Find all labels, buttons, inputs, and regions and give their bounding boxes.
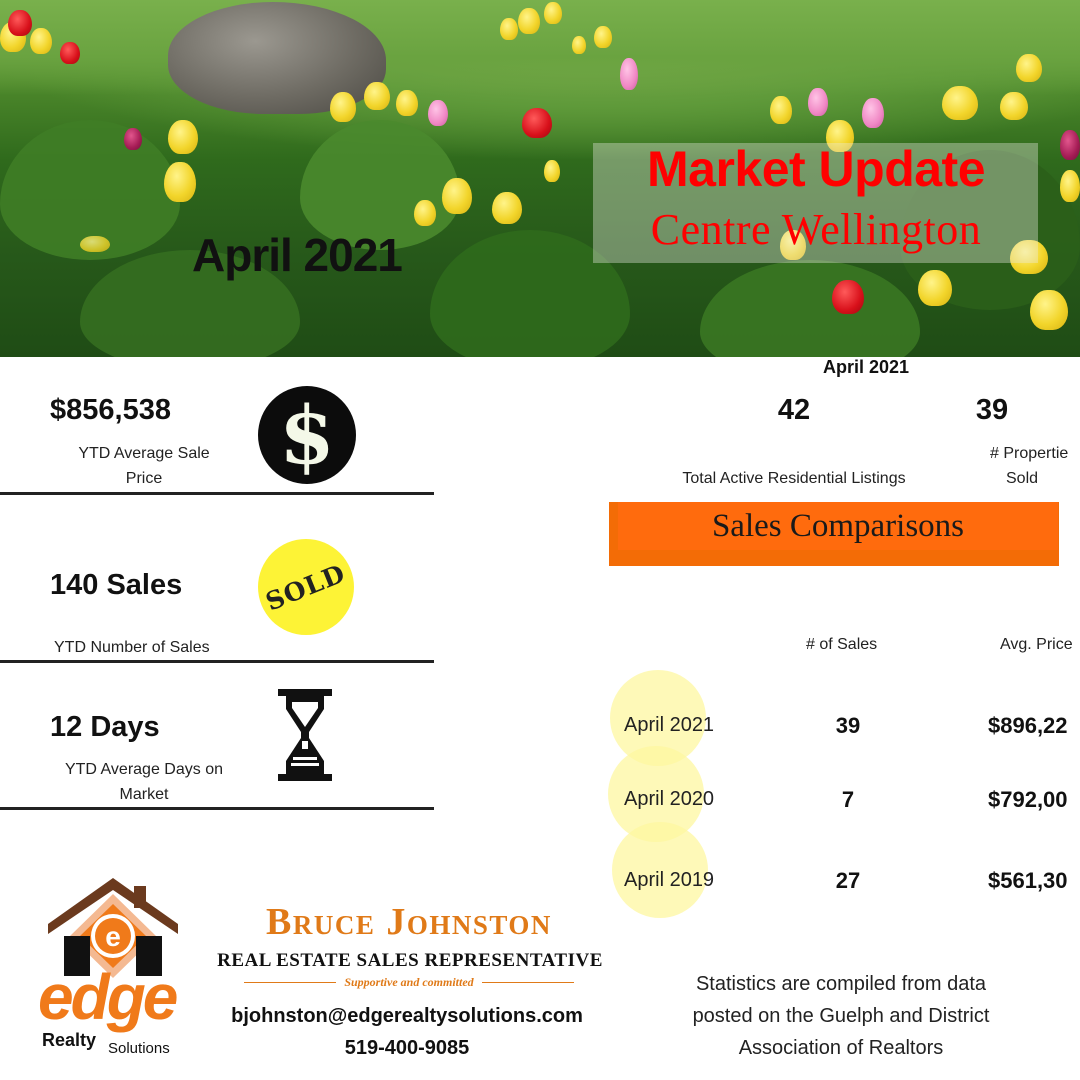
tulip (1000, 92, 1028, 120)
ytd-days-on-market-value: 12 Days (50, 711, 160, 743)
active-listings-label: Total Active Residential Listings (682, 470, 906, 487)
tulip (572, 36, 586, 54)
tulip (124, 128, 142, 150)
label-line: Sold (1006, 470, 1039, 487)
table-row-avg-price: $792,00 (988, 787, 1068, 812)
agent-title: REAL ESTATE SALES REPRESENTATIVE (217, 950, 603, 971)
table-row-sales: 39 (835, 713, 861, 738)
ytd-sales-count-label: YTD Number of Sales (54, 639, 210, 656)
tulip (544, 160, 560, 182)
agent-email-link[interactable]: bjohnston@edgerealtysolutions.com (231, 1005, 583, 1027)
tulip (1060, 170, 1080, 202)
tulip (544, 2, 562, 24)
tulip (500, 18, 518, 40)
table-row-period: April 2021 (624, 714, 715, 736)
tagline-text: Supportive and committed (344, 974, 474, 989)
foliage (700, 260, 920, 357)
column-header-sales: # of Sales (806, 636, 878, 653)
sales-comparisons-title-box (618, 502, 1058, 550)
agent-name: Bruce Johnston (266, 901, 552, 943)
tulip (168, 120, 198, 154)
tulip (8, 10, 32, 36)
brokerage-name-realty: Realty (42, 1030, 97, 1050)
agent-tagline (244, 972, 574, 992)
tulip (918, 270, 952, 306)
label-line: # Propertie (990, 445, 1069, 462)
tulip (770, 96, 792, 124)
current-month-heading: April 2021 (822, 357, 910, 377)
label-line: Price (125, 470, 163, 487)
tulip (164, 162, 196, 202)
agent-phone-link[interactable]: 519-400-9085 (344, 1037, 470, 1059)
table-row-avg-price: $896,22 (988, 713, 1068, 738)
brokerage-name-edge: edge (38, 961, 176, 1033)
table-row-sales: 7 (841, 787, 855, 812)
logo-letter: e (105, 921, 121, 952)
tulip (442, 178, 472, 214)
properties-sold-label (990, 441, 1080, 491)
tulip (330, 92, 356, 122)
market-update-title: Market Update (646, 141, 986, 197)
yellow-blossom (80, 236, 110, 252)
tulip (620, 58, 638, 90)
active-listings-value: 42 (777, 394, 811, 426)
hero-month-label: April 2021 (192, 229, 402, 281)
ytd-average-price-value: $856,538 (50, 394, 171, 426)
statistics-disclaimer (655, 968, 1027, 1064)
market-update-subtitle: Centre Wellington (650, 205, 982, 254)
table-row-sales: 27 (835, 868, 861, 893)
tagline-rule (482, 982, 574, 983)
sold-stamp-text: SOLD (262, 557, 350, 617)
properties-sold-value: 39 (975, 394, 1009, 426)
tulip (30, 28, 52, 54)
tagline-rule (244, 982, 336, 983)
disclaimer-line: Association of Realtors (738, 1037, 944, 1059)
ytd-days-on-market-label (46, 757, 242, 807)
disclaimer-line: Statistics are compiled from data (695, 973, 987, 995)
hero-garden-photo (0, 0, 1080, 357)
tulip (522, 108, 552, 138)
tulip (942, 86, 978, 120)
tulip (60, 42, 80, 64)
tulip (808, 88, 828, 116)
tulip (364, 82, 390, 110)
hourglass-icon (278, 689, 332, 781)
sold-stamp-icon (258, 539, 354, 635)
label-line: YTD Average Days on (64, 761, 223, 778)
table-row-period: April 2019 (624, 869, 715, 891)
sales-comparisons-title: Sales Comparisons (711, 507, 965, 544)
tulip (1060, 130, 1080, 160)
ytd-average-price-label (48, 441, 240, 491)
brokerage-name-solutions: Solutions (108, 1040, 170, 1057)
tulip (1030, 290, 1068, 330)
tulip (492, 192, 522, 224)
label-line: YTD Average Sale (78, 445, 210, 462)
tulip (414, 200, 436, 226)
tulip (832, 280, 864, 314)
divider (0, 660, 434, 663)
tulip (1016, 54, 1042, 82)
tulip (518, 8, 540, 34)
column-header-avg-price: Avg. Price (1000, 636, 1073, 653)
tulip (594, 26, 612, 48)
tulip (862, 98, 884, 128)
disclaimer-line: posted on the Guelph and District (692, 1005, 990, 1027)
tulip (428, 100, 448, 126)
divider (0, 807, 434, 810)
table-row-period: April 2020 (624, 788, 715, 810)
lawn (0, 0, 1080, 95)
divider (0, 492, 434, 495)
dollar-sign-icon: $ (258, 386, 356, 484)
label-line: Market (119, 786, 169, 803)
table-row-avg-price: $561,30 (988, 868, 1068, 893)
ytd-sales-count-value: 140 Sales (50, 569, 183, 601)
tulip (396, 90, 418, 116)
